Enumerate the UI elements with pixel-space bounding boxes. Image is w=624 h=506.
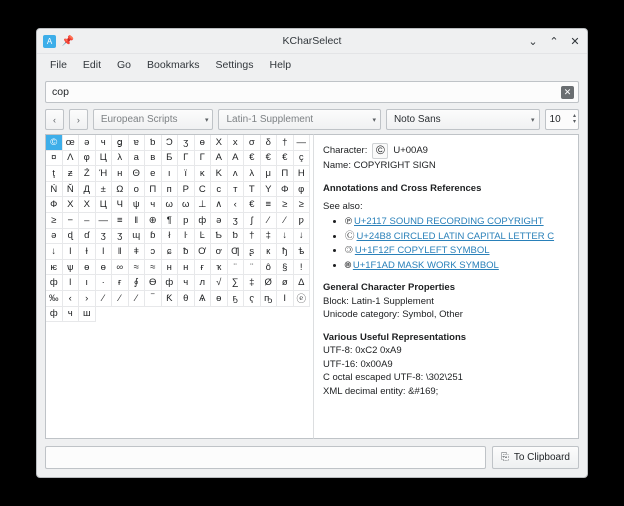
character-cell[interactable]: ǁ xyxy=(112,244,129,260)
character-cell[interactable]: ч xyxy=(96,135,113,151)
character-cell[interactable]: Ƣ xyxy=(228,244,245,260)
character-cell[interactable]: ŀ xyxy=(178,229,195,245)
font-select[interactable] xyxy=(386,109,540,130)
character-cell[interactable]: ţ xyxy=(46,166,63,182)
menu-help[interactable]: Help xyxy=(269,59,292,71)
character-cell[interactable]: ∑ xyxy=(228,275,245,291)
character-cell[interactable]: ∕ xyxy=(96,291,113,307)
character-cell[interactable]: λ xyxy=(244,166,261,182)
close-icon[interactable]: ✕ xyxy=(570,35,580,48)
character-cell[interactable]: § xyxy=(277,260,294,276)
kcharselect-window xyxy=(36,28,588,478)
character-cell[interactable]: δ xyxy=(261,135,278,151)
character-cell[interactable]: ⊕ xyxy=(145,213,162,229)
character-cell[interactable]: € xyxy=(261,151,278,167)
character-cell[interactable]: н xyxy=(178,260,195,276)
character-glyph: © xyxy=(372,143,388,159)
character-cell[interactable]: — xyxy=(294,135,311,151)
see-also-glyph: ℗ xyxy=(345,216,352,228)
character-cell[interactable]: ∮ xyxy=(129,275,146,291)
character-cell[interactable]: ¤ xyxy=(46,151,63,167)
character-cell[interactable]: ı xyxy=(79,275,96,291)
character-cell[interactable]: φ xyxy=(79,151,96,167)
see-also-label: See also: xyxy=(323,200,363,212)
block-line: Block: Latin-1 Supplement xyxy=(323,295,434,307)
character-cell[interactable]: ± xyxy=(96,182,113,198)
character-cell[interactable]: ч xyxy=(63,307,80,323)
character-cell[interactable]: е xyxy=(145,166,162,182)
character-cell[interactable]: Ź xyxy=(79,166,96,182)
titlebar xyxy=(37,29,587,54)
character-cell[interactable]: ғ xyxy=(195,260,212,276)
list-item[interactable] xyxy=(345,244,569,257)
character-cell[interactable]: ʒ xyxy=(112,229,129,245)
character-cell[interactable]: ı xyxy=(162,166,179,182)
character-cell[interactable]: − xyxy=(63,213,80,229)
see-also-link[interactable]: U+1F1AD MASK WORK SYMBOL xyxy=(352,259,499,271)
character-cell[interactable]: ≥ xyxy=(277,197,294,213)
character-cell[interactable]: ψ xyxy=(129,197,146,213)
character-cell[interactable]: ʒ xyxy=(178,135,195,151)
character-cell[interactable]: ø xyxy=(277,275,294,291)
character-cell[interactable]: Ʌ xyxy=(63,151,80,167)
character-cell[interactable]: п xyxy=(162,182,179,198)
forward-button[interactable]: › xyxy=(69,109,88,130)
character-cell[interactable]: н xyxy=(162,260,179,276)
character-cell[interactable]: ≡ xyxy=(112,213,129,229)
search-field[interactable] xyxy=(45,81,579,103)
utf8-line: UTF-8: 0xC2 0xA9 xyxy=(323,345,402,357)
character-cell[interactable]: — xyxy=(96,213,113,229)
character-cell[interactable]: Т xyxy=(244,182,261,198)
character-cell[interactable]: Ω xyxy=(112,182,129,198)
character-cell[interactable]: А xyxy=(228,151,245,167)
titlebar-left xyxy=(43,35,74,48)
stepper-arrows[interactable] xyxy=(573,110,576,129)
character-cell[interactable]: Ň xyxy=(63,182,80,198)
character-cell[interactable]: € xyxy=(244,151,261,167)
character-cell[interactable]: а xyxy=(129,151,146,167)
character-cell[interactable]: ↓ xyxy=(46,244,63,260)
character-cell[interactable]: ђ xyxy=(277,244,294,260)
annotations-heading: Annotations and Cross References xyxy=(323,183,482,195)
character-cell[interactable]: ω xyxy=(178,197,195,213)
character-cell[interactable]: ơ xyxy=(211,244,228,260)
name-value: COPYRIGHT SIGN xyxy=(353,160,436,171)
character-cell[interactable]: ≡ xyxy=(261,197,278,213)
character-cell[interactable]: ф xyxy=(46,275,63,291)
character-cell[interactable]: √ xyxy=(211,275,228,291)
character-cell[interactable]: ҡ xyxy=(211,260,228,276)
see-also-link[interactable]: U+1F12F COPYLEFT SYMBOL xyxy=(354,245,490,257)
character-cell[interactable]: ‾ xyxy=(145,291,162,307)
block-select-value: Latin-1 Supplement xyxy=(226,114,314,125)
character-cell[interactable]: Ŀ xyxy=(195,229,212,245)
character-cell[interactable]: © xyxy=(46,135,63,151)
character-cell[interactable]: ф xyxy=(162,275,179,291)
character-cell[interactable]: ł xyxy=(162,229,179,245)
character-cell[interactable]: ɔ xyxy=(145,244,162,260)
character-cell[interactable]: ƀ xyxy=(178,244,195,260)
character-cell[interactable]: Ɩ xyxy=(63,244,80,260)
character-cell[interactable]: ⓔ xyxy=(294,291,311,307)
main-body xyxy=(37,134,587,439)
clipboard-text-input[interactable] xyxy=(45,446,486,469)
character-cell[interactable]: П xyxy=(145,182,162,198)
name-label: Name: xyxy=(323,160,351,171)
character-codepoint: U+00A9 xyxy=(393,145,428,157)
character-cell[interactable]: ф xyxy=(46,307,63,323)
bottom-bar xyxy=(37,439,587,477)
character-cell[interactable]: ƅ xyxy=(228,229,245,245)
character-cell[interactable]: ǂ xyxy=(129,244,146,260)
utf16-line: UTF-16: 0x00A9 xyxy=(323,358,393,370)
character-cell[interactable]: С xyxy=(195,182,212,198)
character-cell[interactable]: ч xyxy=(178,275,195,291)
search-input[interactable] xyxy=(52,84,561,100)
font-size-stepper[interactable] xyxy=(545,109,579,130)
character-cell[interactable]: ց xyxy=(112,135,129,151)
character-cell[interactable]: Ѧ xyxy=(195,291,212,307)
category-line: Unicode category: Symbol, Other xyxy=(323,309,463,321)
character-cell[interactable]: ≈ xyxy=(145,260,162,276)
character-cell[interactable]: х xyxy=(228,135,245,151)
clear-search-icon[interactable]: ✕ xyxy=(561,86,574,99)
character-cell[interactable]: Б xyxy=(162,151,179,167)
character-cell[interactable]: Κ xyxy=(211,166,228,182)
app-icon: A xyxy=(43,35,56,48)
character-cell[interactable]: ǀ xyxy=(96,244,113,260)
character-cell[interactable]: ɵ xyxy=(96,260,113,276)
character-cell[interactable]: ∕ xyxy=(261,213,278,229)
character-cell[interactable]: ш xyxy=(79,307,96,323)
character-cell[interactable]: ѳ xyxy=(79,260,96,276)
character-cell[interactable]: ө xyxy=(195,135,212,151)
character-cell[interactable]: л xyxy=(195,275,212,291)
to-clipboard-label: To Clipboard xyxy=(513,452,570,463)
character-cell[interactable]: θ xyxy=(178,291,195,307)
character-cell[interactable]: σ xyxy=(244,135,261,151)
character-cell[interactable]: ҕ xyxy=(228,291,245,307)
character-cell[interactable]: ‹ xyxy=(228,197,245,213)
character-cell[interactable]: Х xyxy=(211,135,228,151)
character-cell[interactable]: Д xyxy=(79,182,96,198)
see-also-link[interactable]: U+2117 SOUND RECORDING COPYRIGHT xyxy=(354,216,544,228)
character-cell[interactable]: ⁄ xyxy=(112,291,129,307)
minimize-icon[interactable]: ⌄ xyxy=(528,35,538,48)
character-cell[interactable]: ‡ xyxy=(261,229,278,245)
character-cell[interactable]: ɰ xyxy=(129,229,146,245)
character-cell[interactable]: ǝ xyxy=(211,213,228,229)
pin-icon[interactable]: 📌 xyxy=(61,35,75,47)
character-cell[interactable]: Ή xyxy=(96,166,113,182)
see-also-glyph: 🆭 xyxy=(345,259,351,271)
character-cell[interactable]: ʃ xyxy=(244,213,261,229)
chevron-down-icon: ▾ xyxy=(204,116,209,124)
character-cell[interactable]: ə xyxy=(46,229,63,245)
see-also-list xyxy=(323,215,569,272)
see-also-glyph: 🄯 xyxy=(345,245,353,257)
character-cell[interactable]: € xyxy=(244,197,261,213)
character-cell[interactable]: Ӏ xyxy=(277,291,294,307)
c-octal-line: C octal escaped UTF-8: \302\251 xyxy=(323,372,463,384)
character-cell[interactable]: Ɔ xyxy=(162,135,179,151)
character-cell[interactable]: ə xyxy=(79,135,96,151)
character-cell[interactable]: о xyxy=(129,182,146,198)
font-select-value: Noto Sans xyxy=(393,114,441,125)
character-cell[interactable]: ‹ xyxy=(63,291,80,307)
character-detail-panel xyxy=(313,134,579,439)
character-cell[interactable]: ∆ xyxy=(294,275,311,291)
see-also-glyph: Ⓒ xyxy=(345,230,355,242)
character-cell[interactable]: Ń xyxy=(46,182,63,198)
menu-go[interactable]: Go xyxy=(117,59,132,71)
character-cell[interactable]: Ѳ xyxy=(145,275,162,291)
character-cell[interactable]: † xyxy=(244,229,261,245)
chevron-down-icon: ▾ xyxy=(531,116,535,124)
character-cell[interactable]: ѱ xyxy=(63,260,80,276)
character-cell[interactable]: ⊥ xyxy=(195,197,212,213)
character-cell[interactable]: Н xyxy=(294,166,311,182)
navigation-toolbar xyxy=(37,107,587,134)
character-cell[interactable]: ѣ xyxy=(294,244,311,260)
character-cell[interactable]: ≥ xyxy=(46,213,63,229)
list-item[interactable] xyxy=(345,215,569,228)
character-cell[interactable]: ҁ xyxy=(244,291,261,307)
character-cell[interactable]: Р xyxy=(178,182,195,198)
script-select[interactable] xyxy=(93,109,214,130)
to-clipboard-button[interactable] xyxy=(492,446,579,469)
character-cell[interactable]: Ơ xyxy=(195,244,212,260)
character-cell[interactable]: Γ xyxy=(195,151,212,167)
character-cell[interactable]: ƿ xyxy=(294,213,311,229)
character-cell[interactable]: к xyxy=(261,244,278,260)
character-cell[interactable]: Φ xyxy=(277,182,294,198)
character-cell[interactable]: ƅ xyxy=(145,135,162,151)
character-cell[interactable]: ∧ xyxy=(211,197,228,213)
character-cell[interactable]: Ƙ xyxy=(162,291,179,307)
character-cell[interactable]: Θ xyxy=(129,166,146,182)
character-cell[interactable]: ç xyxy=(294,151,311,167)
list-item[interactable] xyxy=(345,230,569,243)
character-cell[interactable]: н xyxy=(112,166,129,182)
character-cell[interactable]: Х xyxy=(63,197,80,213)
character-cell[interactable]: Ф xyxy=(46,197,63,213)
maximize-icon[interactable]: ⌃ xyxy=(549,35,559,48)
general-properties-heading: General Character Properties xyxy=(323,282,456,294)
character-cell[interactable]: ǀ xyxy=(63,275,80,291)
character-cell[interactable]: € xyxy=(277,151,294,167)
menubar xyxy=(37,54,587,76)
search-row xyxy=(37,76,587,107)
character-cell[interactable]: Π xyxy=(277,166,294,182)
chevron-down-icon: ▾ xyxy=(372,116,376,124)
window-controls xyxy=(527,35,581,47)
character-cell[interactable]: μ xyxy=(261,166,278,182)
name-line xyxy=(323,159,569,172)
character-cell[interactable]: › xyxy=(79,291,96,307)
character-line xyxy=(323,143,569,159)
character-cell[interactable]: ѳ xyxy=(211,291,228,307)
character-cell[interactable]: † xyxy=(277,135,294,151)
character-cell[interactable]: ɓ xyxy=(145,229,162,245)
xml-entity-line: XML decimal entity: &#169; xyxy=(323,385,439,397)
character-cell[interactable]: р xyxy=(178,213,195,229)
stepper-up-icon[interactable]: ▴ xyxy=(572,113,576,119)
list-item[interactable] xyxy=(345,259,569,272)
character-cell[interactable] xyxy=(244,260,261,276)
character-cell[interactable]: Х xyxy=(79,197,96,213)
character-cell[interactable]: ч xyxy=(145,197,162,213)
menu-edit[interactable]: Edit xyxy=(82,59,102,71)
character-label: Character: xyxy=(323,145,368,157)
character-cell[interactable]: в xyxy=(145,151,162,167)
character-cell[interactable]: ¨ xyxy=(228,260,245,276)
character-cell[interactable]: ɗ xyxy=(79,229,96,245)
character-cell[interactable]: ʌ xyxy=(228,166,245,182)
character-cell[interactable]: ʒ xyxy=(96,229,113,245)
character-cell[interactable]: т xyxy=(228,182,245,198)
character-cell[interactable]: ǃ xyxy=(294,260,311,276)
character-cell[interactable]: ↓ xyxy=(294,229,311,245)
character-cell[interactable]: ¶ xyxy=(162,213,179,229)
character-cell[interactable]: λ xyxy=(112,151,129,167)
character-cell[interactable]: ɐ xyxy=(129,135,146,151)
character-cell[interactable]: Ц xyxy=(96,197,113,213)
character-cell[interactable]: œ xyxy=(63,135,80,151)
character-cell[interactable]: ɕ xyxy=(162,244,179,260)
character-cell[interactable]: ⁄ xyxy=(129,291,146,307)
menu-settings[interactable]: Settings xyxy=(215,59,254,71)
character-grid-panel[interactable] xyxy=(45,134,313,439)
character-cell[interactable]: Ø xyxy=(261,275,278,291)
character-cell[interactable]: ф xyxy=(195,213,212,229)
character-cell[interactable]: ∞ xyxy=(112,260,129,276)
character-cell[interactable]: Α xyxy=(211,151,228,167)
character-cell[interactable]: κ xyxy=(195,166,212,182)
character-cell[interactable]: ‰ xyxy=(46,291,63,307)
stepper-down-icon[interactable]: ▾ xyxy=(572,119,576,125)
character-cell[interactable]: ‖ xyxy=(129,213,146,229)
character-cell[interactable]: Ƅ xyxy=(211,229,228,245)
character-cell[interactable]: Υ xyxy=(261,182,278,198)
character-cell[interactable]: Ɨ xyxy=(79,244,96,260)
window-title: KCharSelect xyxy=(282,35,342,47)
character-cell[interactable]: ɖ xyxy=(63,229,80,245)
character-cell[interactable]: ʒ xyxy=(228,213,245,229)
see-also-link[interactable]: U+24B8 CIRCLED LATIN CAPITAL LETTER C xyxy=(356,230,555,242)
character-cell[interactable]: ≈ xyxy=(129,260,146,276)
character-cell[interactable]: с xyxy=(211,182,228,198)
character-cell[interactable]: ⁄ xyxy=(277,213,294,229)
character-cell[interactable]: ≥ xyxy=(294,197,311,213)
character-cell[interactable]: ѥ xyxy=(46,260,63,276)
character-cell[interactable]: Г xyxy=(178,151,195,167)
character-cell[interactable]: – xyxy=(79,213,96,229)
block-select[interactable] xyxy=(218,109,380,130)
character-cell[interactable]: φ xyxy=(294,182,311,198)
representations-heading: Various Useful Representations xyxy=(323,331,467,343)
character-cell[interactable]: ƶ xyxy=(63,166,80,182)
character-cell[interactable]: · xyxy=(96,275,113,291)
character-cell[interactable]: ғ xyxy=(112,275,129,291)
character-cell[interactable]: ↓ xyxy=(277,229,294,245)
character-cell[interactable]: Ч xyxy=(112,197,129,213)
back-button[interactable]: ‹ xyxy=(45,109,64,130)
font-size-value: 10 xyxy=(549,114,561,125)
script-select-value: European Scripts xyxy=(100,114,178,125)
menu-bookmarks[interactable]: Bookmarks xyxy=(147,59,200,71)
character-cell[interactable]: ї xyxy=(178,166,195,182)
clipboard-icon: ⎘ xyxy=(500,452,509,463)
character-grid[interactable] xyxy=(46,135,313,322)
character-cell[interactable]: ô xyxy=(261,260,278,276)
character-cell[interactable]: ω xyxy=(162,197,179,213)
character-cell[interactable]: Ц xyxy=(96,151,113,167)
menu-file[interactable]: File xyxy=(50,59,67,71)
character-cell[interactable]: ʂ xyxy=(244,244,261,260)
character-cell[interactable]: ҧ xyxy=(261,291,278,307)
character-cell[interactable]: ‡ xyxy=(244,275,261,291)
